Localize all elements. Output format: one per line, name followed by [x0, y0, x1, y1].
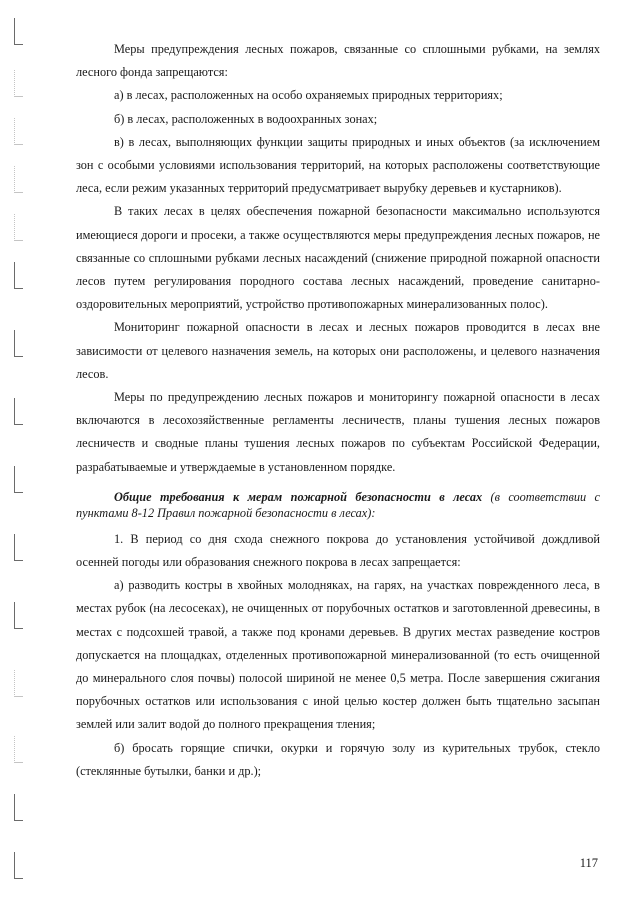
binding-mark [14, 466, 23, 493]
paragraph: Меры по предупреждению лесных пожаров и мониторингу пожарной опасности в лесах включаются в лесохозяйственные регламенты лесничеств, планы тушения лесных пожаров лесничеств и сводные планы тушения лесных пожаров по субъектам Российской Федерации, разрабатываемые и утверждаемые в установленном порядке. [76, 390, 600, 474]
body-text [76, 38, 600, 783]
paragraph: в) в лесах, выполняющих функции защиты природных и иных объектов (за исключением зон с особыми условиями использования территорий, на которых расположены соответствующие леса, если режим указанных территорий предусматривает вырубку деревьев и кустарников). [76, 134, 600, 196]
paragraph: Меры предупреждения лесных пожаров, связанные со сплошными рубками, на землях лесного фонда запрещаются: [76, 42, 600, 80]
page-number: 117 [579, 856, 598, 870]
binding-marks [0, 0, 30, 905]
binding-mark [14, 534, 23, 561]
binding-mark [14, 330, 23, 357]
binding-mark [14, 670, 23, 697]
binding-mark [14, 214, 23, 241]
paragraph: б) в лесах, расположенных в водоохранных зонах; [114, 111, 378, 126]
binding-mark [14, 852, 23, 879]
paragraph: В таких лесах в целях обеспечения пожарной безопасности максимально используются имеющиеся дороги и просеки, а также осуществляются меры предупреждения лесных пожаров, не связанные со сплошными рубками лесных насаждений (снижение природной пожарной опасности лесов путем регулирования породного состава лесных насаждений, проведение санитарно-оздоровительных мероприятий, устройство противопожарных минерализованных полос). [76, 204, 600, 312]
section-heading [76, 489, 600, 521]
binding-mark [14, 70, 23, 97]
binding-mark [14, 794, 23, 821]
section-heading-bold: Общие требования к мерам пожарной безопасности в лесах [114, 489, 483, 504]
paragraph: 1. В период со дня схода снежного покрова до установления устойчивой дождливой осенней погоды или образования снежного покрова в лесах запрещается: [76, 531, 600, 570]
binding-mark [14, 398, 23, 425]
binding-mark [14, 166, 23, 193]
binding-mark [14, 18, 23, 45]
section-heading-note: (в соответствии с пунктами 8-12 Правил пожарной безопасности в лесах): [76, 489, 600, 520]
binding-mark [14, 736, 23, 763]
paragraph: а) разводить костры в хвойных молодняках, на гарях, на участках поврежденного леса, в местах рубок (на лесосеках), не очищенных от порубочных остатков и заготовленной древесины, в местах с подсохшей травой, а также под кронами деревьев. В других местах разведение костров допускается на площадках, отделенных противопожарной минерализованной (то есть очищенной до минерального слоя почвы) полосой шириной не менее 0,5 метра. После завершения сжигания порубочных остатков или использования с иной целью костер должен быть тщательно засыпан землей или залит водой до полного прекращения тления; [76, 578, 600, 732]
binding-mark [14, 262, 23, 289]
paragraph: а) в лесах, расположенных на особо охраняемых природных территориях; [114, 88, 503, 103]
paragraph: б) бросать горящие спички, окурки и горячую золу из курительных трубок, стекло (стеклянные бутылки, банки и др.); [76, 740, 600, 778]
paragraph: Мониторинг пожарной опасности в лесах и лесных пожаров проводится в лесах вне зависимости от целевого назначения земель, на которых они расположены, и целевого назначения лесов. [76, 320, 600, 381]
binding-mark [14, 118, 23, 145]
binding-mark [14, 602, 23, 629]
